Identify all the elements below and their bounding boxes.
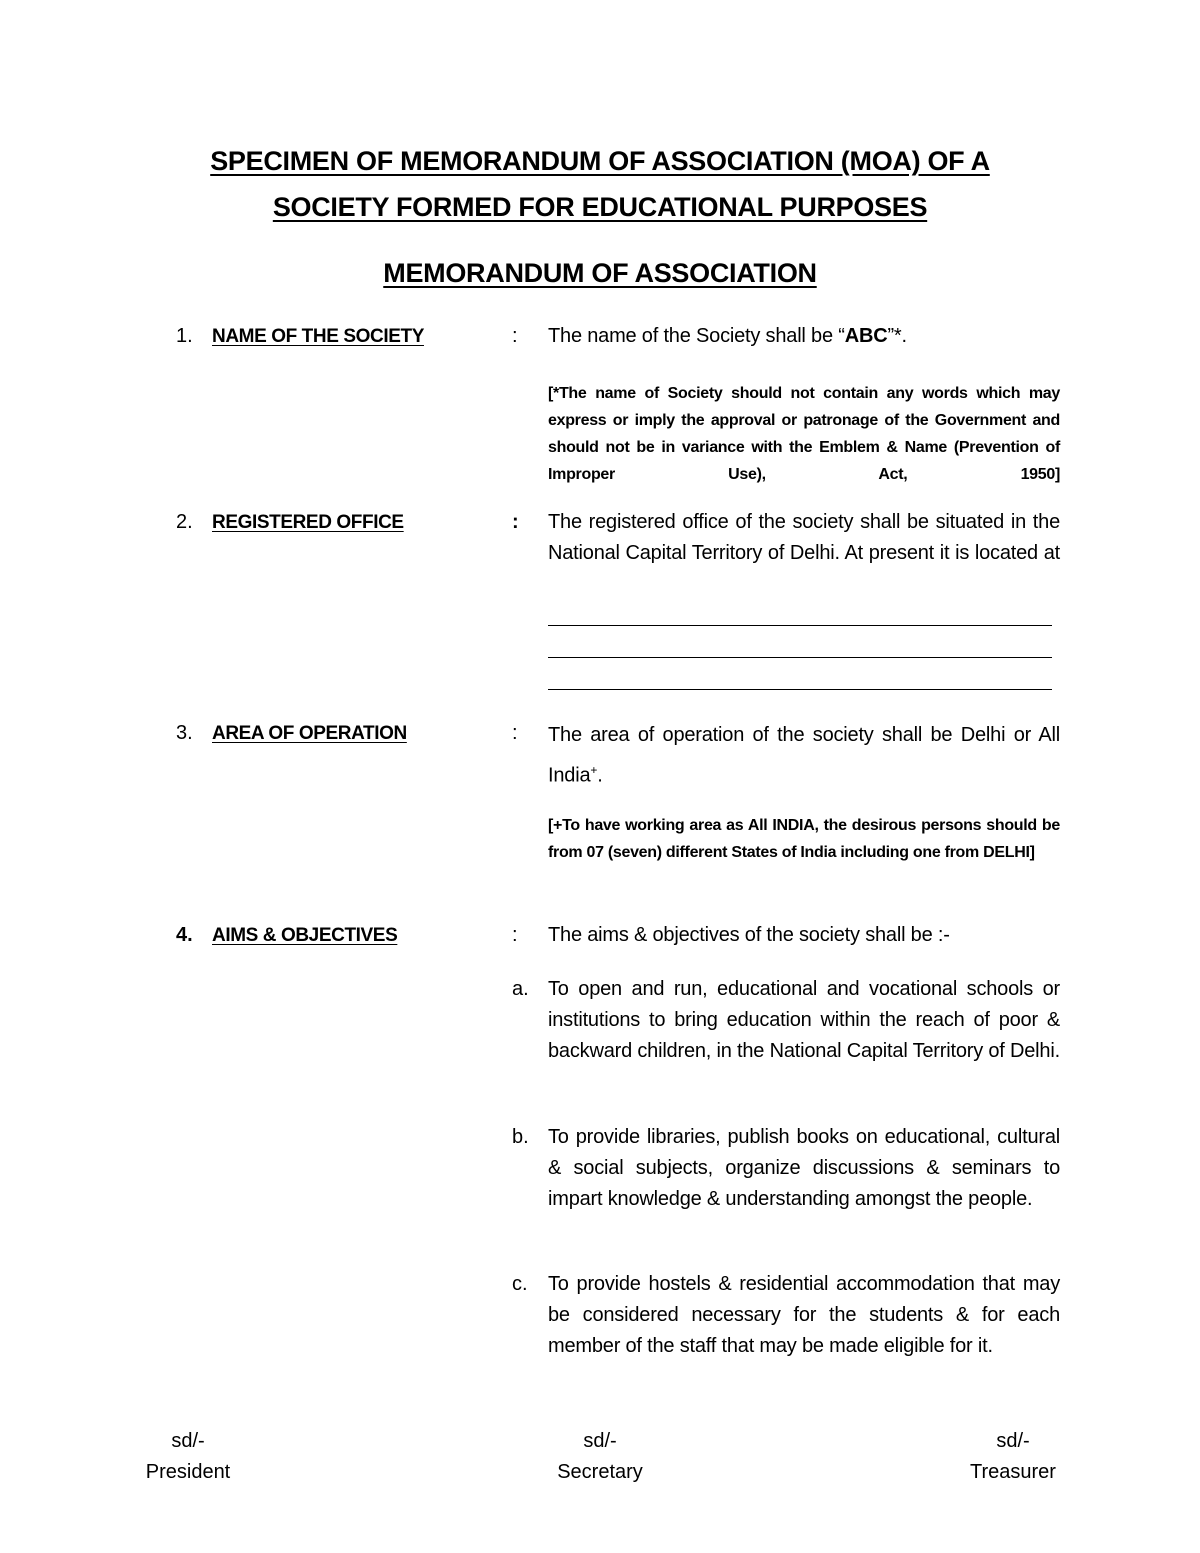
signature-president <box>130 1426 246 1488</box>
objective-c-letter: c. <box>512 1273 528 1295</box>
section-3-number: 3. <box>176 722 193 744</box>
section-3-heading: AREA OF OPERATION <box>212 723 407 744</box>
signature-secretary-role: Secretary <box>557 1461 643 1483</box>
section-1-text <box>548 321 1060 352</box>
signature-president-role: President <box>145 1461 231 1483</box>
section-3-text <box>548 718 1060 794</box>
objective-b-text: To provide libraries, publish books on educational, cultural & social subjects, organize discussions & seminars to impart knowledge & understanding amongst the people. <box>548 1126 1060 1210</box>
address-blank-line-1[interactable] <box>548 625 1052 626</box>
signature-treasurer-mark: sd/- <box>996 1430 1030 1452</box>
section-4-colon: : <box>512 924 518 946</box>
address-blank-line-2[interactable] <box>548 657 1052 658</box>
section-3-text-main: The area of operation of the society shall be Delhi or All India <box>548 724 1060 787</box>
section-4-heading: AIMS & OBJECTIVES <box>212 925 398 946</box>
signature-treasurer <box>955 1426 1071 1488</box>
section-2-colon: : <box>512 511 519 533</box>
section-1-number: 1. <box>176 325 193 347</box>
document-subtitle: MEMORANDUM OF ASSOCIATION <box>383 258 817 288</box>
address-blank-line-3[interactable] <box>548 689 1052 690</box>
section-3-text-end: . <box>597 764 603 787</box>
objective-a-letter: a. <box>512 978 529 1000</box>
signature-treasurer-role: Treasurer <box>970 1461 1056 1483</box>
section-1-text-before: The name of the Society shall be “ <box>548 325 845 347</box>
document-title-line-2: SOCIETY FORMED FOR EDUCATIONAL PURPOSES <box>272 192 928 222</box>
section-3-superscript: + <box>590 763 598 777</box>
section-1-note: [*The name of Society should not contain any words which may express or imply the approval or patronage of the Government and should not be in variance with the Emblem & Name (Prevention of Improper Use), Act, 1950] <box>548 385 1060 483</box>
signature-secretary-mark: sd/- <box>583 1430 617 1452</box>
section-4-number: 4. <box>176 924 193 946</box>
section-1-colon: : <box>512 325 518 347</box>
section-4-text: The aims & objectives of the society shall be :- <box>548 924 950 946</box>
objective-c-text: To provide hostels & residential accommodation that may be considered necessary for the students & for each member of the staff that may be made eligible for it. <box>548 1273 1060 1357</box>
section-2-number: 2. <box>176 511 193 533</box>
society-name: ABC <box>844 325 888 347</box>
document-title-line-1: SPECIMEN OF MEMORANDUM OF ASSOCIATION (MOA) OF A <box>210 146 990 176</box>
objective-a-text: To open and run, educational and vocational schools or institutions to bring education within the reach of poor & backward children, in the National Capital Territory of Delhi. <box>548 978 1060 1062</box>
signature-secretary <box>542 1426 658 1488</box>
objective-b-letter: b. <box>512 1126 529 1148</box>
section-2-text: The registered office of the society shall be situated in the National Capital Territory of Delhi. At present it is located at <box>548 511 1060 564</box>
section-3-note: [+To have working area as All INDIA, the desirous persons should be from 07 (seven) different States of India including one from DELHI] <box>548 817 1060 861</box>
section-2-heading: REGISTERED OFFICE <box>212 512 404 533</box>
section-1-heading: NAME OF THE SOCIETY <box>212 326 424 347</box>
section-1-text-after: ”*. <box>887 325 907 347</box>
section-3-colon: : <box>512 722 518 744</box>
signature-president-mark: sd/- <box>171 1430 205 1452</box>
